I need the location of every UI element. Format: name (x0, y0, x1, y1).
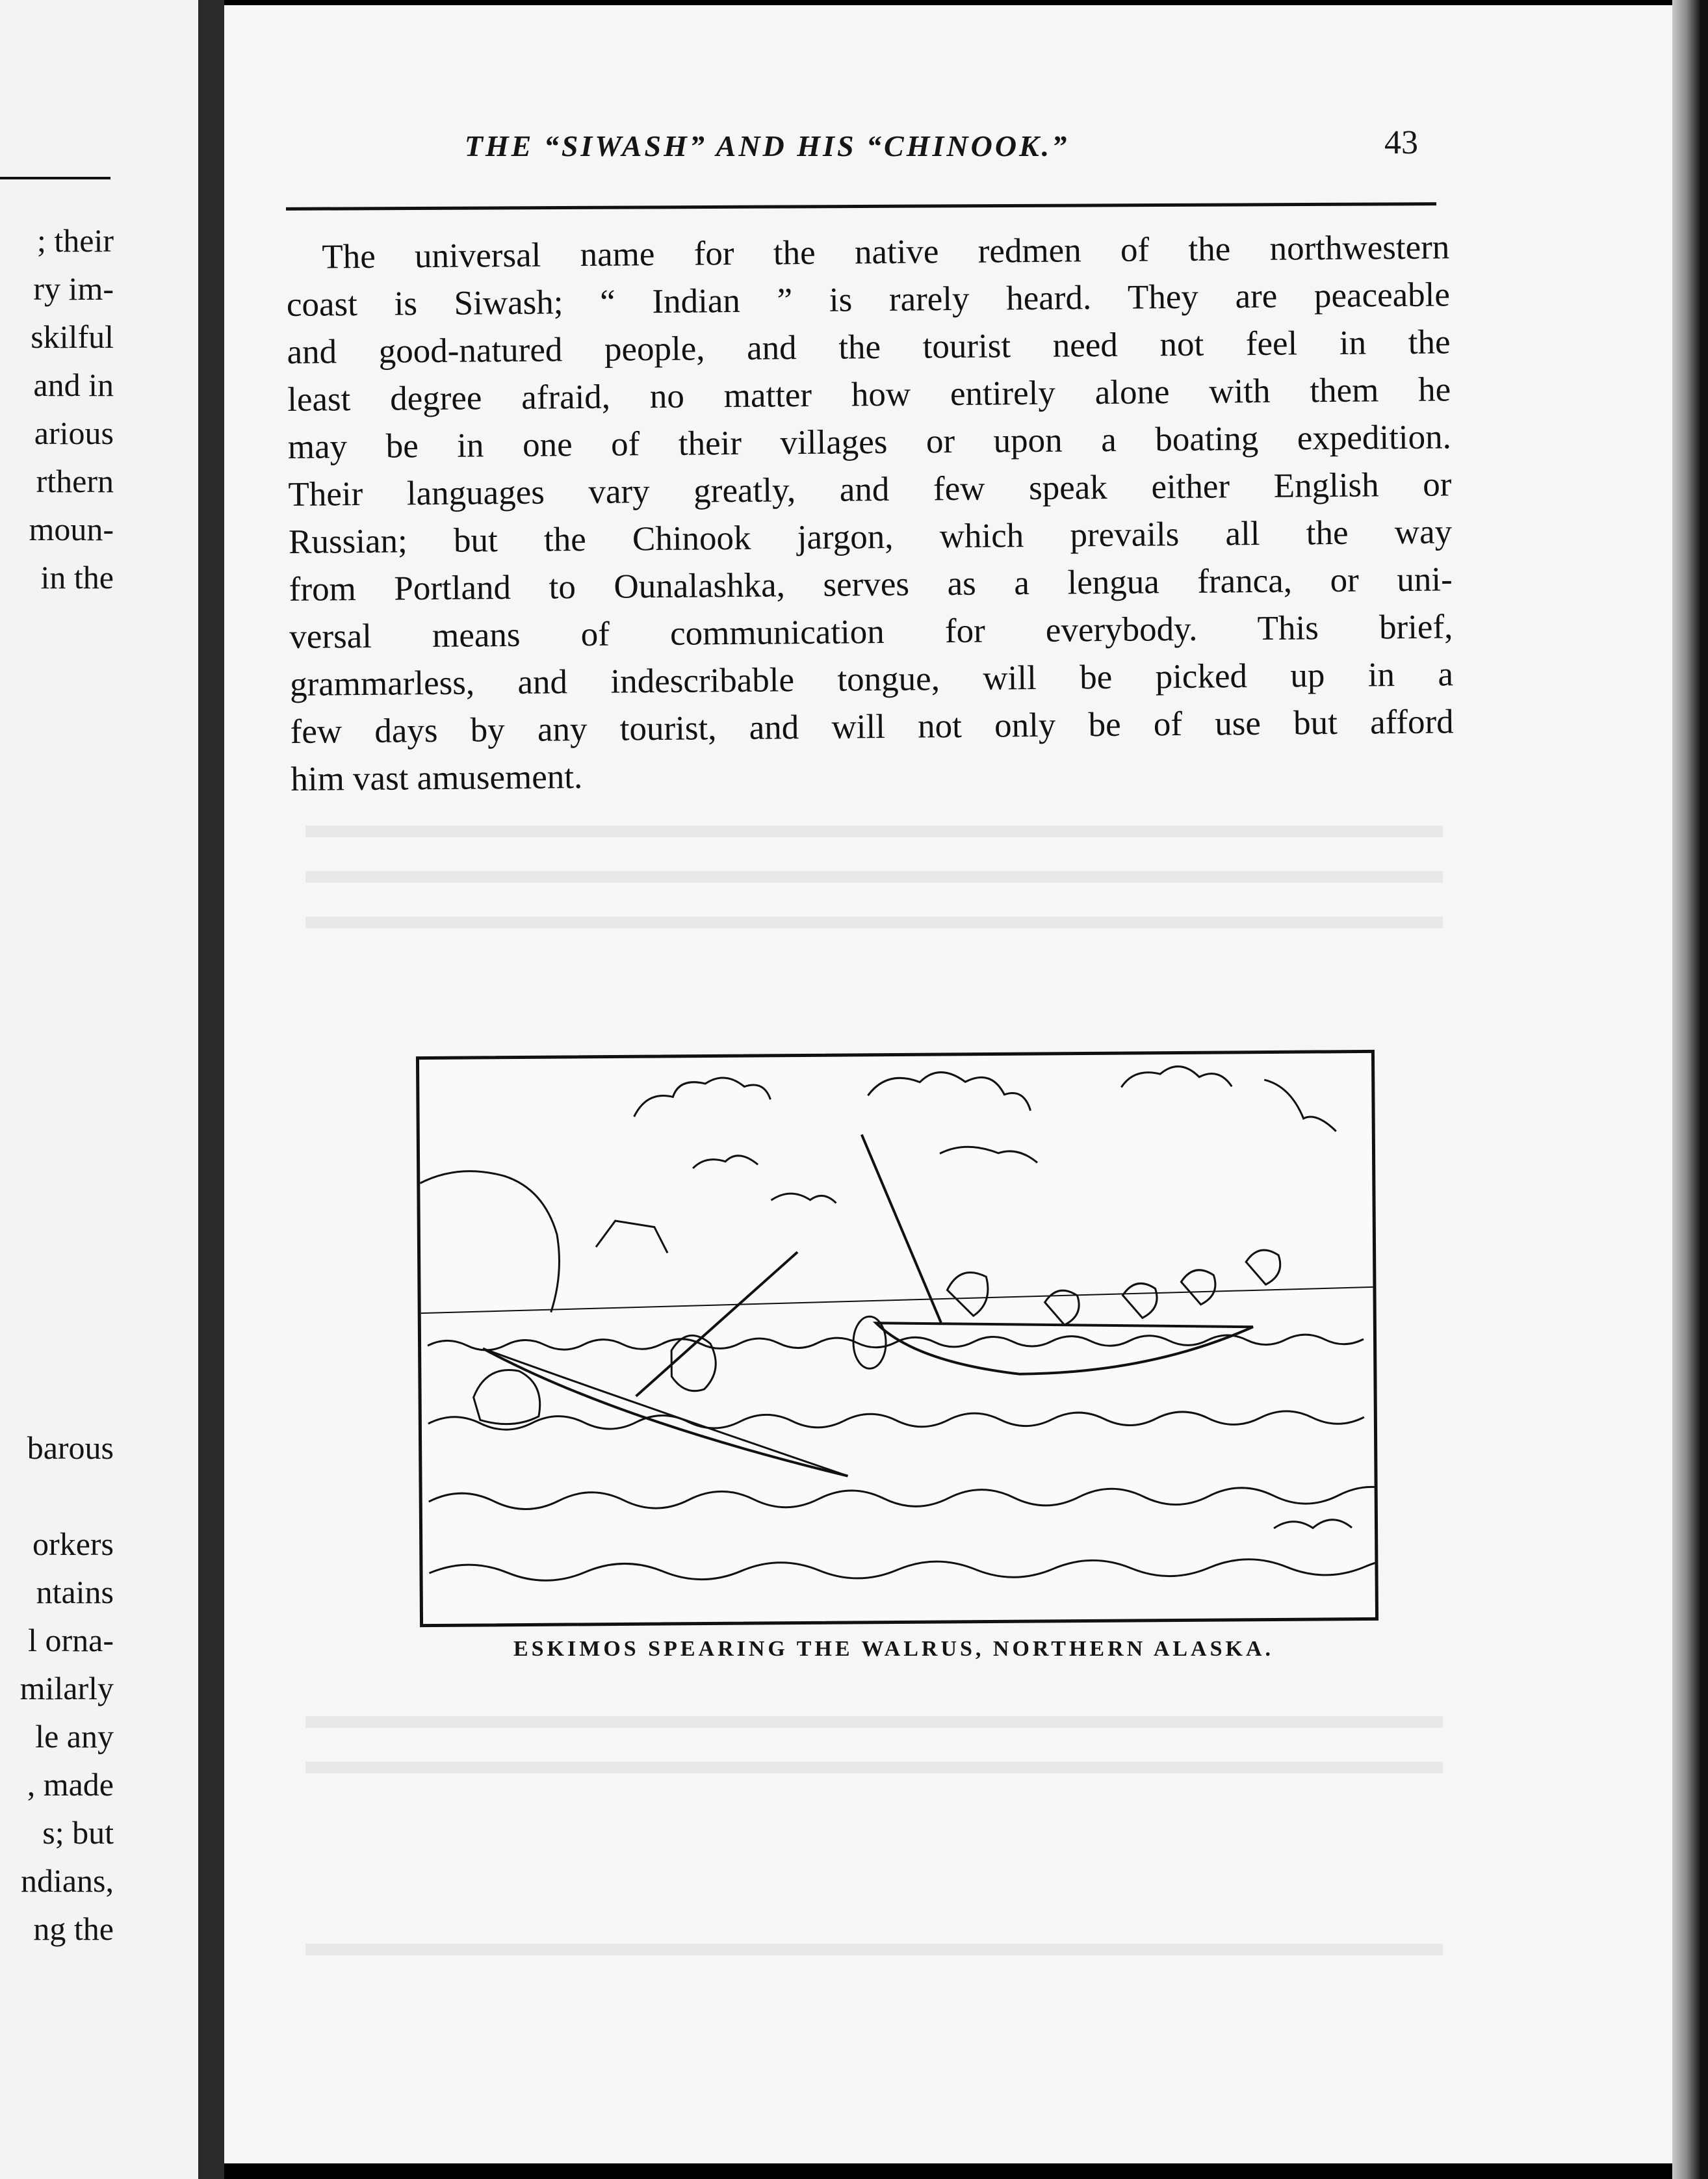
book-gutter (198, 0, 224, 2179)
show-through (305, 826, 1443, 837)
left-page-line: ndians, (20, 1862, 114, 1899)
paragraph-line: from Portland to Ounalashka, serves as a lengua franca, or uni- (289, 560, 1453, 608)
page-edge (1672, 0, 1708, 2179)
page-number: 43 (1384, 124, 1418, 161)
left-page-line: l orna- (28, 1622, 114, 1658)
body-paragraph (286, 224, 1455, 803)
paragraph-line: Russian; but the Chinook jargon, which prevails all the way (288, 513, 1453, 561)
left-page-line: and in (33, 367, 114, 403)
show-through (305, 1716, 1443, 1728)
paragraph-line: Their languages vary greatly, and few speak either English or (288, 465, 1452, 514)
engraving-illustration (416, 1050, 1378, 1627)
paragraph-line: may be in one of their villages or upon a boating expedition. (287, 418, 1452, 466)
left-page-line: barous (27, 1429, 114, 1466)
figure-caption: ESKIMOS SPEARING THE WALRUS, NORTHERN ALASKA. (513, 1637, 1275, 1661)
left-page-line: ng the (33, 1911, 114, 1947)
show-through (305, 1762, 1443, 1773)
running-head: THE “SIWASH” AND HIS “CHINOOK.” (464, 129, 1070, 163)
walrus-hunt-engraving (419, 1053, 1375, 1624)
paragraph-line: least degree afraid, no matter how entirely alone with them he (287, 371, 1451, 419)
paragraph-line: him vast amusement. (291, 758, 583, 798)
left-page-line: rthern (36, 463, 114, 499)
left-page-line: s; but (42, 1814, 114, 1851)
show-through (305, 1944, 1443, 1955)
left-page-line: ry im- (33, 270, 114, 307)
left-page-rule (0, 177, 110, 179)
paragraph-line: versal means of communication for everybody. This brief, (289, 608, 1453, 656)
left-page-line: skilful (31, 319, 114, 355)
paragraph-line: coast is Siwash; “ Indian ” is rarely heard. They are peaceable (286, 276, 1451, 324)
left-page-line: ; their (36, 222, 114, 259)
paragraph-line: few days by any tourist, and will not only be of use but afford (290, 703, 1454, 751)
paragraph-line: The universal name for the native redmen of the northwestern (322, 228, 1450, 276)
left-page-line: arious (34, 415, 114, 451)
left-page (0, 0, 198, 2179)
left-page-line: ntains (36, 1574, 114, 1610)
show-through (305, 871, 1443, 883)
left-page-line: in the (40, 559, 114, 595)
left-page-line: le any (35, 1718, 114, 1755)
left-page-line: milarly (19, 1670, 114, 1706)
paragraph-line: grammarless, and indescribable tongue, will be picked up in a (289, 655, 1454, 703)
left-page-line: moun- (29, 511, 114, 547)
left-page-line: orkers (32, 1526, 114, 1562)
show-through (305, 917, 1443, 928)
left-page-line: , made (27, 1766, 114, 1803)
paragraph-line: and good-natured people, and the tourist need not feel in the (287, 323, 1451, 371)
